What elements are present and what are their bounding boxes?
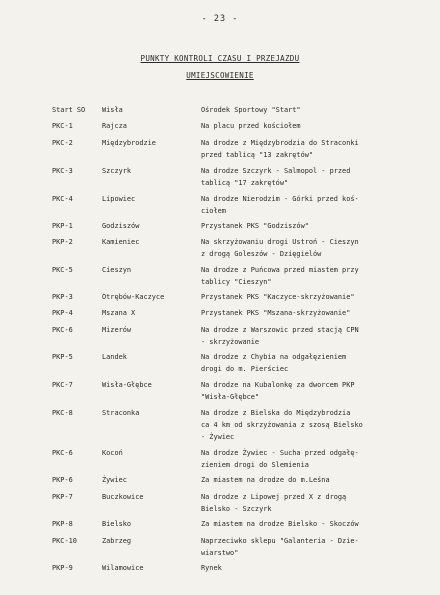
checkpoint-location: Na drodze Szczyrk - Salmopol - przed tablicą "17 zakrętów" bbox=[201, 167, 351, 187]
checkpoint-code: PKP-7 bbox=[52, 493, 73, 501]
checkpoint-place: Kocoń bbox=[102, 449, 123, 457]
checkpoint-place: Międzybrodzie bbox=[102, 139, 156, 147]
checkpoint-code: PKP-1 bbox=[52, 222, 73, 230]
checkpoint-location: Na drodze z Międzybrodzia do Straconki przed tablicą "13 zakrętów" bbox=[201, 139, 359, 159]
checkpoint-code: PKP-8 bbox=[52, 520, 73, 528]
checkpoint-place: Landek bbox=[102, 353, 127, 361]
checkpoint-place: Mizerów bbox=[102, 326, 132, 334]
checkpoint-location: Za miastem na drodze do m.Leśna bbox=[201, 476, 330, 484]
checkpoint-place: Godziszów bbox=[102, 222, 140, 230]
checkpoint-location: Na drodze Żywiec - Sucha przed odgałę- zieniem drogi do Slemienia bbox=[201, 449, 359, 469]
checkpoint-location: Naprzeciwko sklepu "Galanteria - Dzie- wiarstwo" bbox=[201, 537, 359, 557]
checkpoint-place: Żywiec bbox=[102, 476, 127, 484]
checkpoint-code: PKC-6 bbox=[52, 449, 73, 457]
checkpoint-location: Na drodze z Bielska do Międzybrodzia ca 4 km od skrzyżowania z szosą Bielsko - Żywiec bbox=[201, 409, 363, 441]
checkpoint-code: PKP-9 bbox=[52, 564, 73, 572]
checkpoint-place: Zabrzeg bbox=[102, 537, 132, 545]
checkpoint-code: PKP-6 bbox=[52, 476, 73, 484]
checkpoint-place: Straconka bbox=[102, 409, 140, 417]
checkpoint-code: PKC-1 bbox=[52, 122, 73, 130]
checkpoint-location: Na drodze z Chybia na odgałęzieniem drogi do m. Pierściec bbox=[201, 353, 347, 373]
checkpoint-location: Przystanek PKS "Mszana-skrzyżowanie" bbox=[201, 309, 351, 317]
checkpoint-code: PKP-5 bbox=[52, 353, 73, 361]
checkpoint-place: Kamieniec bbox=[102, 238, 140, 246]
checkpoint-location: Na drodze z Warszowic przed stacją CPN - skrzyżowanie bbox=[201, 326, 359, 346]
checkpoint-place: Rajcza bbox=[102, 122, 127, 130]
checkpoint-location: Rynek bbox=[201, 564, 222, 572]
checkpoint-code: PKC-8 bbox=[52, 409, 73, 417]
checkpoint-location: Ośrodek Sportowy "Start" bbox=[201, 106, 301, 114]
checkpoint-place: Bielsko bbox=[102, 520, 132, 528]
checkpoint-location: Przystanek PKS "Kaczyce-skrzyżowanie" bbox=[201, 293, 355, 301]
checkpoint-location: Na drodze z Lipowej przed X z drogą Bielsko - Szczyrk bbox=[201, 493, 347, 513]
checkpoint-place: Otrębów-Kaczyce bbox=[102, 293, 165, 301]
document-subtitle: UMIEJSCOWIENIE bbox=[186, 71, 254, 80]
checkpoint-place: Buczkowice bbox=[102, 493, 144, 501]
checkpoint-code: PKC-2 bbox=[52, 139, 73, 147]
checkpoint-code: PKP-2 bbox=[52, 238, 73, 246]
checkpoint-place: Wilamowice bbox=[102, 564, 144, 572]
checkpoint-location: Na skrzyżowaniu drogi Ustroń - Cieszyn z drogą Goleszów - Dzięgielów bbox=[201, 238, 359, 258]
checkpoint-code: PKC-7 bbox=[52, 381, 73, 389]
checkpoint-location: Na drodze z Puńcowa przed miastem przy tablicy "Cieszyn" bbox=[201, 266, 359, 286]
checkpoint-location: Na placu przed kościołem bbox=[201, 122, 301, 130]
document-title: PUNKTY KONTROLI CZASU I PRZEJAZDU bbox=[140, 54, 300, 63]
checkpoint-code: PKC-10 bbox=[52, 537, 77, 545]
checkpoint-location: Na drodze Nierodzim - Górki przed koś- ciołem bbox=[201, 195, 359, 215]
checkpoint-place: Cieszyn bbox=[102, 266, 132, 274]
checkpoint-location: Za miastem na drodze Bielsko - Skoczów bbox=[201, 520, 359, 528]
checkpoint-location: Na drodze na Kubalonkę za dworcem PKP "Wisła-Głębce" bbox=[201, 381, 355, 401]
checkpoint-code: PKC-5 bbox=[52, 266, 73, 274]
checkpoint-place: Szczyrk bbox=[102, 167, 132, 175]
checkpoint-place: Wisła bbox=[102, 106, 123, 114]
checkpoint-code: PKC-6 bbox=[52, 326, 73, 334]
checkpoint-code: PKC-3 bbox=[52, 167, 73, 175]
checkpoint-place: Wisła-Głębce bbox=[102, 381, 152, 389]
checkpoint-location: Przystanek PKS "Godziszów" bbox=[201, 222, 309, 230]
checkpoint-code: PKP-4 bbox=[52, 309, 73, 317]
page-number: - 23 - bbox=[201, 14, 239, 24]
checkpoint-code: PKC-4 bbox=[52, 195, 73, 203]
checkpoint-code: Start SO bbox=[52, 106, 86, 114]
checkpoint-place: Lipowiec bbox=[102, 195, 136, 203]
checkpoint-place: Mszana X bbox=[102, 309, 136, 317]
checkpoint-code: PKP-3 bbox=[52, 293, 73, 301]
